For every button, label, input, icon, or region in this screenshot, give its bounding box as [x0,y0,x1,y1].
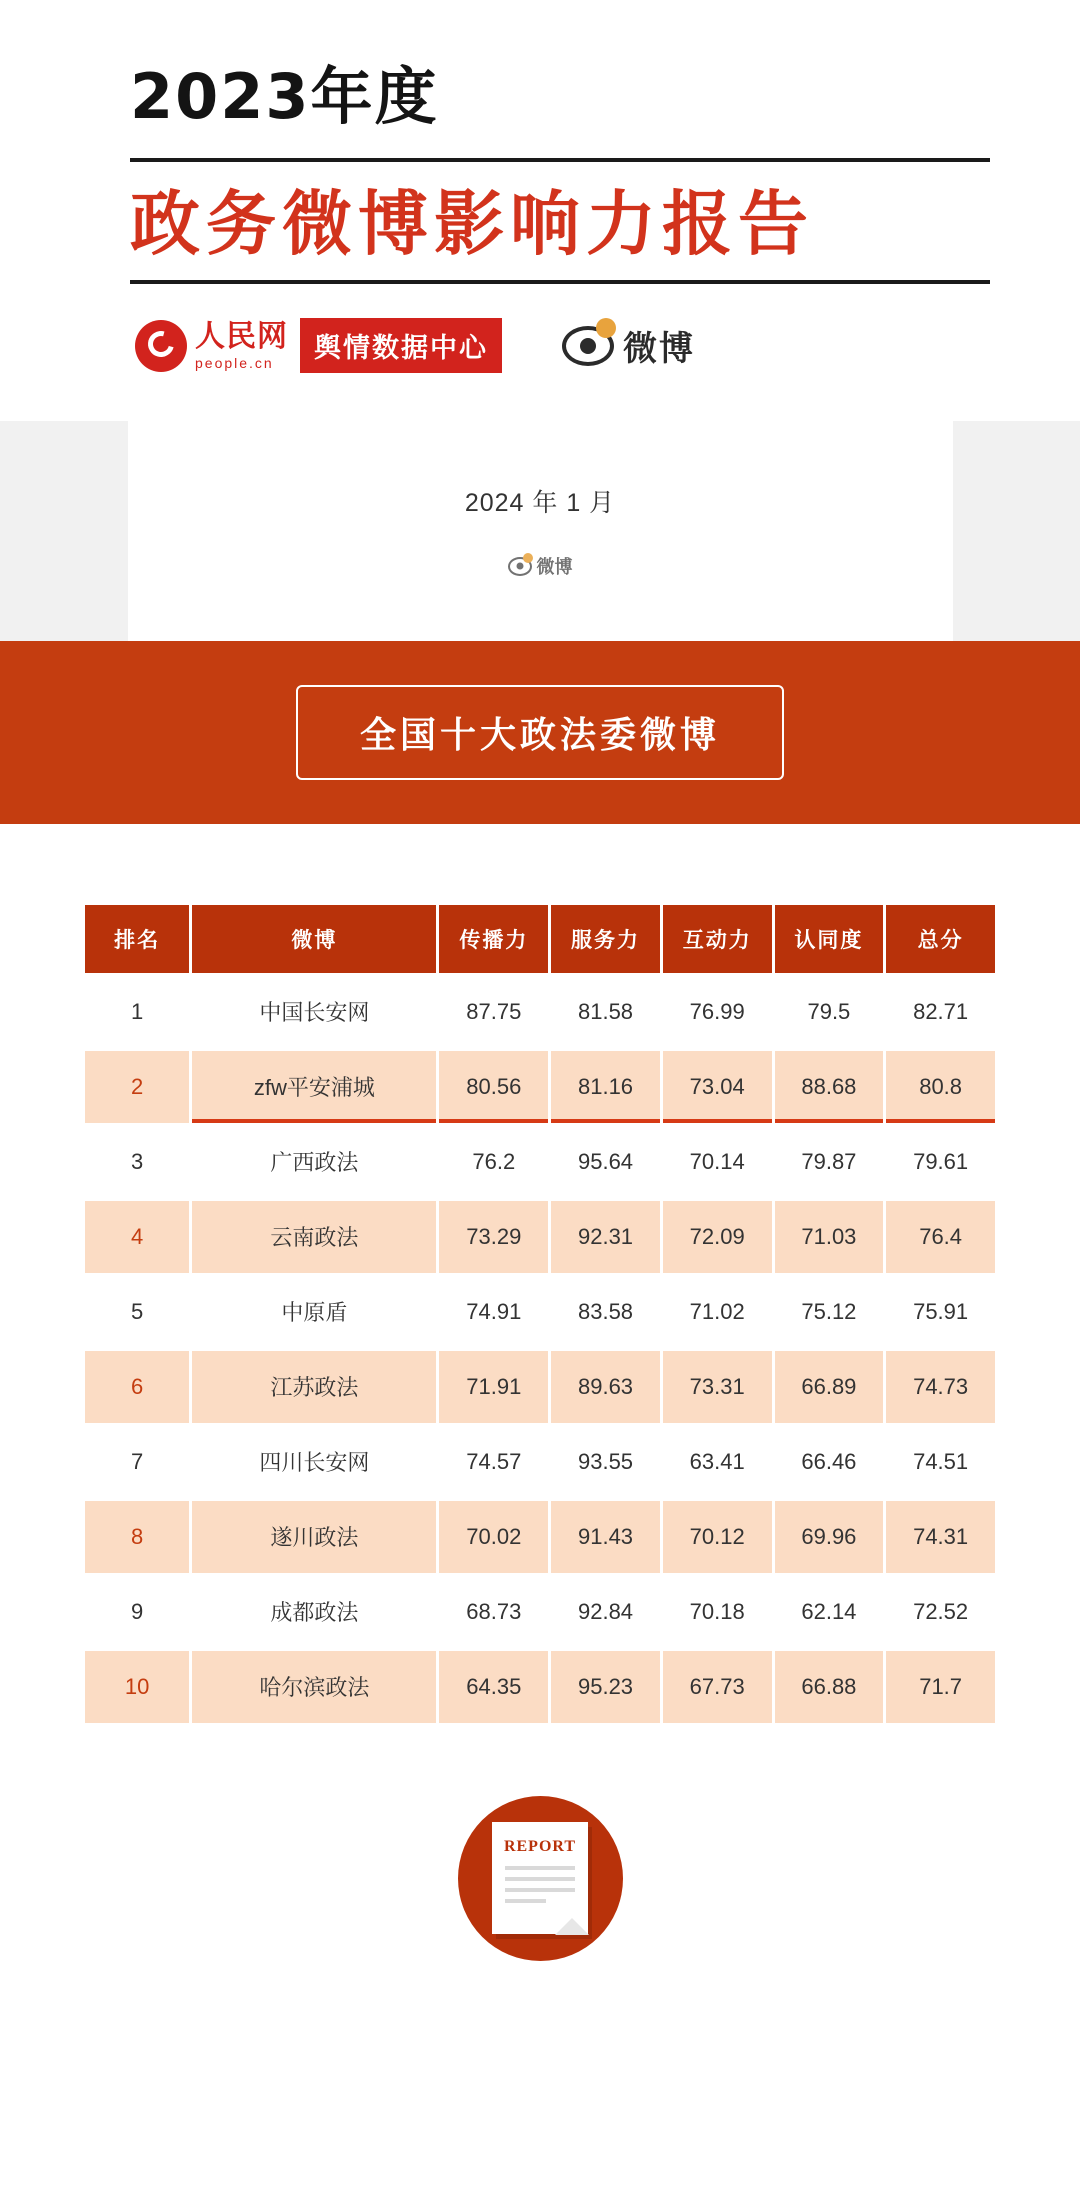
weibo-eye-small-icon [508,557,532,576]
cell-rank: 10 [85,1651,189,1723]
cell-rank: 5 [85,1276,189,1348]
table-row [85,1201,995,1273]
cell-spread: 76.2 [439,1126,548,1198]
cell-name: 云南政法 [192,1201,436,1273]
ranking-table [82,902,998,1726]
cell-approval: 62.14 [775,1576,884,1648]
table-row [85,1051,995,1123]
footer-section [0,1766,1080,2017]
cell-rank: 4 [85,1201,189,1273]
cell-total: 80.8 [886,1051,995,1123]
cell-name: 中国长安网 [192,976,436,1048]
divider-top [130,158,990,162]
cell-spread: 64.35 [439,1651,548,1723]
cell-name: 广西政法 [192,1126,436,1198]
divider-bottom [130,280,990,284]
cell-name: 遂川政法 [192,1501,436,1573]
table-row [85,1276,995,1348]
column-header-weibo: 微博 [192,905,436,973]
cell-name: 中原盾 [192,1276,436,1348]
cover-title: 政务微博影响力报告 [130,182,814,265]
cell-total: 82.71 [886,976,995,1048]
cell-service: 91.43 [551,1501,660,1573]
column-header-spread: 传播力 [439,905,548,973]
column-header-service: 服务力 [551,905,660,973]
cell-name: zfw平安浦城 [192,1051,436,1123]
cell-interaction: 73.04 [663,1051,772,1123]
cell-approval: 88.68 [775,1051,884,1123]
column-header-rank: 排名 [85,905,189,973]
cell-total: 74.31 [886,1501,995,1573]
table-row [85,1351,995,1423]
cell-approval: 66.46 [775,1426,884,1498]
table-header-row [85,905,995,973]
cell-service: 92.31 [551,1201,660,1273]
cell-total: 74.51 [886,1426,995,1498]
publish-date: 2024 年 1 月 [464,489,616,517]
cell-service: 81.16 [551,1051,660,1123]
cover-year: 2023年度 [130,60,439,133]
cell-interaction: 70.18 [663,1576,772,1648]
table-row [85,1501,995,1573]
people-cn-logo [135,318,502,373]
report-badge-label: REPORT [503,1838,577,1855]
cell-service: 93.55 [551,1426,660,1498]
cell-service: 83.58 [551,1276,660,1348]
weibo-eye-icon [562,326,614,366]
cell-spread: 68.73 [439,1576,548,1648]
cell-approval: 69.96 [775,1501,884,1573]
cell-spread: 87.75 [439,976,548,1048]
cell-service: 92.84 [551,1576,660,1648]
cell-total: 71.7 [886,1651,995,1723]
cell-service: 95.23 [551,1651,660,1723]
opinion-data-center-label: 舆情数据中心 [300,318,502,373]
cell-approval: 75.12 [775,1276,884,1348]
cell-interaction: 70.14 [663,1126,772,1198]
cell-interaction: 76.99 [663,976,772,1048]
cell-name: 四川长安网 [192,1426,436,1498]
cell-interaction: 67.73 [663,1651,772,1723]
document-lines-icon [505,1866,575,1910]
cell-interaction: 71.02 [663,1276,772,1348]
cell-interaction: 72.09 [663,1201,772,1273]
document-icon [492,1822,588,1934]
cell-spread: 80.56 [439,1051,548,1123]
cell-name: 江苏政法 [192,1351,436,1423]
cell-total: 74.73 [886,1351,995,1423]
cell-rank: 3 [85,1126,189,1198]
cell-rank: 6 [85,1351,189,1423]
cell-rank: 8 [85,1501,189,1573]
cell-approval: 66.88 [775,1651,884,1723]
cell-total: 72.52 [886,1576,995,1648]
cell-name: 成都政法 [192,1576,436,1648]
cell-total: 79.61 [886,1126,995,1198]
cell-interaction: 70.12 [663,1501,772,1573]
date-card [128,421,953,641]
table-row [85,976,995,1048]
table-row [85,1651,995,1723]
cell-service: 81.58 [551,976,660,1048]
column-header-interaction: 互动力 [663,905,772,973]
cell-approval: 71.03 [775,1201,884,1273]
cell-approval: 79.87 [775,1126,884,1198]
cell-spread: 74.57 [439,1426,548,1498]
weibo-label: 微博 [623,330,695,368]
people-cn-mark-icon [135,320,187,372]
table-row [85,1426,995,1498]
weibo-logo [562,321,695,370]
cell-spread: 70.02 [439,1501,548,1573]
people-cn-label: 人民网 [195,319,288,353]
cover-section [0,0,1080,373]
cell-rank: 1 [85,976,189,1048]
cell-approval: 66.89 [775,1351,884,1423]
cell-total: 75.91 [886,1276,995,1348]
cell-rank: 9 [85,1576,189,1648]
cell-rank: 7 [85,1426,189,1498]
cell-approval: 79.5 [775,976,884,1048]
weibo-small-label: 微博 [536,557,573,577]
report-badge [458,1796,623,1961]
people-cn-wordmark [195,319,288,371]
cell-service: 95.64 [551,1126,660,1198]
section-heading-band [0,641,1080,824]
cell-rank: 2 [85,1051,189,1123]
cell-spread: 74.91 [439,1276,548,1348]
table-row [85,1576,995,1648]
logo-row [135,318,1020,373]
section-heading: 全国十大政法委微博 [296,685,784,780]
cell-spread: 71.91 [439,1351,548,1423]
table-row [85,1126,995,1198]
people-cn-domain: people.cn [195,354,274,371]
date-band [0,421,1080,641]
cover-inner [60,58,1020,373]
cell-total: 76.4 [886,1201,995,1273]
column-header-approval: 认同度 [775,905,884,973]
column-header-total: 总分 [886,905,995,973]
cell-interaction: 63.41 [663,1426,772,1498]
ranking-table-section [0,824,1080,1766]
cell-interaction: 73.31 [663,1351,772,1423]
cell-name: 哈尔滨政法 [192,1651,436,1723]
cell-spread: 73.29 [439,1201,548,1273]
weibo-small-logo [508,553,573,579]
cell-service: 89.63 [551,1351,660,1423]
